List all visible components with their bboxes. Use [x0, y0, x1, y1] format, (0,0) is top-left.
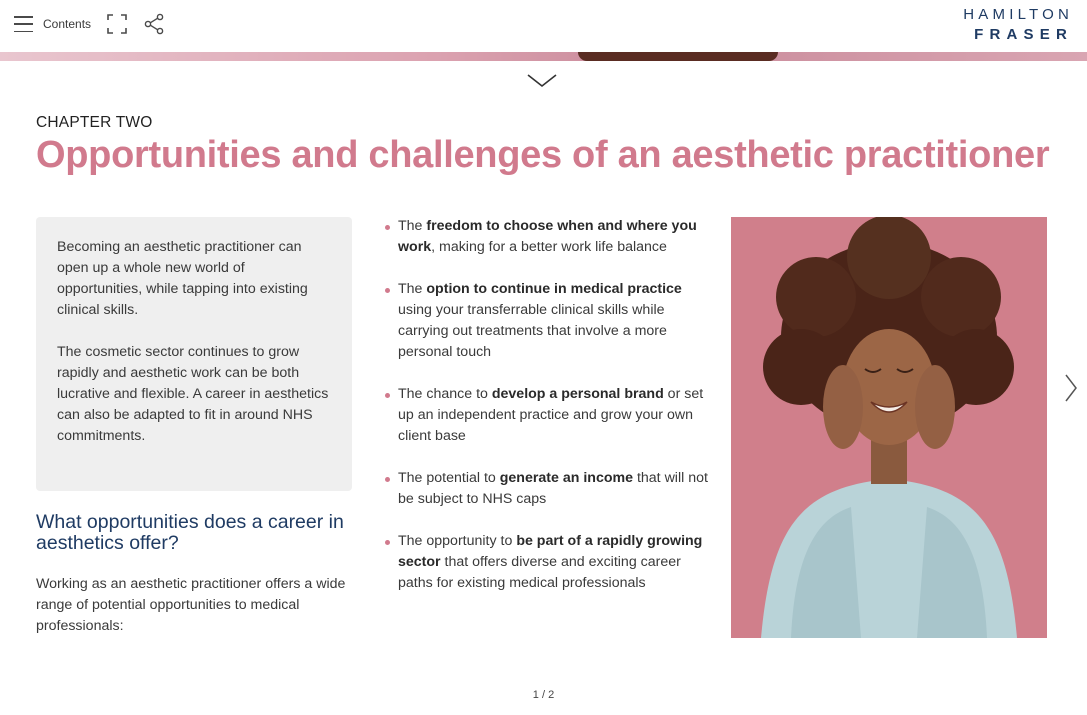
section-body: Working as an aesthetic practitioner offers a wide range of potential opportunities to medical professionals: — [36, 576, 346, 634]
woman-illustration — [731, 217, 1047, 638]
bullet-dot-icon — [385, 540, 390, 545]
list-item: The option to continue in medical practice using your transferrable clinical skills while carrying out treatments that involve a more personal touch — [381, 279, 711, 363]
section-heading: What opportunities does a career in aesthetics offer? — [36, 511, 344, 554]
chapter-eyebrow: CHAPTER TWO — [36, 114, 153, 131]
bullet-dot-icon — [385, 288, 390, 293]
intro-callout-box — [36, 217, 352, 491]
top-toolbar — [0, 0, 1087, 52]
hamburger-icon — [14, 16, 33, 32]
list-item: The chance to develop a personal brand or set up an independent practice and grow your own client base — [381, 384, 711, 447]
brand-line1: HAMILTON — [963, 6, 1073, 23]
bullet-dot-icon — [385, 477, 390, 482]
hero-image-hair — [578, 52, 778, 61]
fullscreen-icon[interactable] — [107, 14, 127, 34]
hamilton-fraser-logo[interactable] — [963, 5, 1073, 44]
chevron-down-icon[interactable] — [526, 72, 558, 90]
contents-label: Contents — [43, 17, 92, 31]
list-item: The opportunity to be part of a rapidly growing sector that offers diverse and exciting career paths for existing medical professionals — [381, 531, 711, 594]
share-icon[interactable] — [143, 13, 165, 35]
intro-paragraph-1: Becoming an aesthetic practitioner can open up a whole new world of opportunities, while tapping into existing clinical skills. — [57, 239, 308, 318]
contents-button[interactable] — [14, 14, 91, 34]
list-item: The potential to generate an income that will not be subject to NHS caps — [381, 468, 711, 510]
page-title: Opportunities and challenges of an aesthetic practitioner — [36, 134, 1050, 176]
brand-line2: FRASER — [974, 26, 1073, 43]
bullet-dot-icon — [385, 225, 390, 230]
intro-paragraph-2: The cosmetic sector continues to grow rapidly and aesthetic work can be both lucrative and flexible. A career in aesthetics can also be adapted to fit in around NHS commitments. — [57, 344, 329, 444]
opportunities-list — [381, 216, 711, 615]
smiling-woman-photo — [731, 217, 1047, 638]
list-item: The freedom to choose when and where you work, making for a better work life balance — [381, 216, 711, 258]
hero-image-strip — [0, 52, 1087, 61]
bullet-dot-icon — [385, 393, 390, 398]
chevron-right-icon[interactable] — [1063, 373, 1079, 403]
page-counter: 1 / 2 — [532, 689, 555, 701]
